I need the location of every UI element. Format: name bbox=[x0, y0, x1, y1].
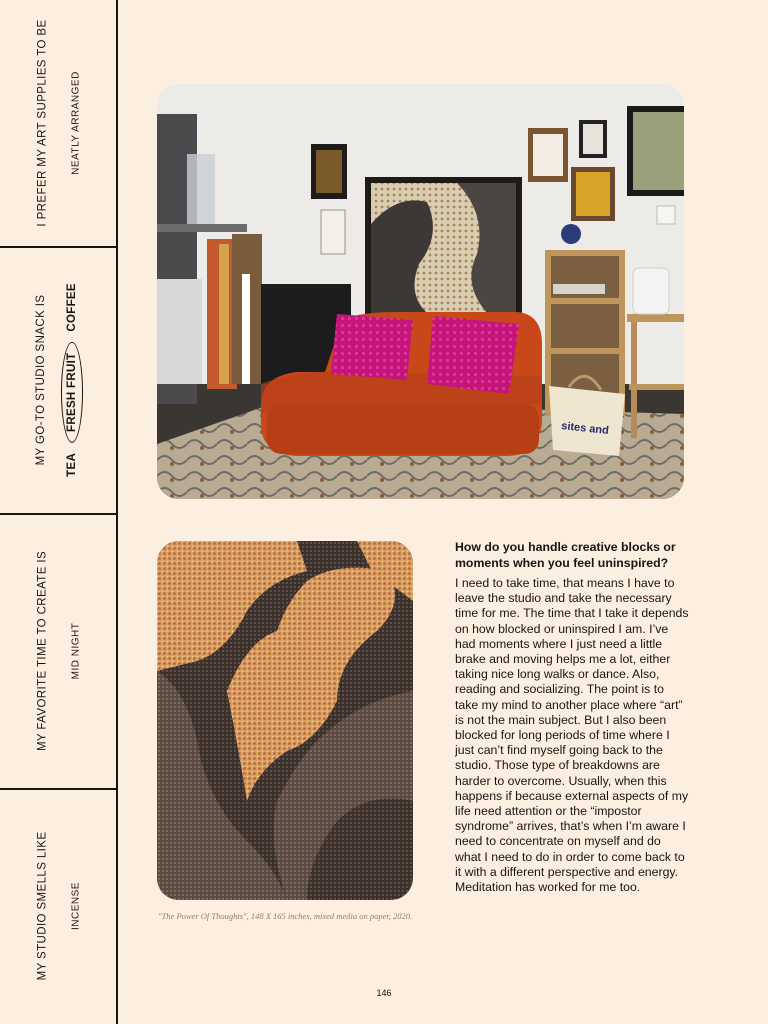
sidebar-cell-snack bbox=[0, 246, 118, 515]
smell-question: MY STUDIO SMELLS LIKE bbox=[36, 831, 49, 981]
studio-photo bbox=[157, 84, 684, 499]
smell-answer: INCENSE bbox=[70, 882, 82, 930]
supplies-question: I PREFER MY ART SUPPLIES TO BE bbox=[36, 19, 49, 227]
interview-question: How do you handle creative blocks or moments when you feel uninspired? bbox=[455, 540, 676, 570]
supplies-answer: NEATLY ARRANGED bbox=[70, 71, 82, 175]
tote-bag-text: sites and bbox=[560, 420, 610, 437]
interview-answer: I need to take time, that means I have to leave the studio and take the necessary time for me. The time that I take it depends on how blocked or uninspired I am. I’ve had moments where I just need a little brake and moving helps me a lot, either taking nice long walks or dance. Also, reading and socializing. The point is to take my mind to another place where “art” is not the main subject. But I also been blocked for long periods of time where I just can’t find myself going back to the studio. Those type of breakdowns are harder to overcome. Usually, when this happens if because external aspects of my life need attention or the “impostor syndrome” arrives, that’s when I’m aware I need to concentrate on myself and do what I need to do in order to come back to it with a different perspective and energy. Meditation has worked for me too. bbox=[455, 576, 689, 895]
page-number: 146 bbox=[376, 988, 392, 998]
snack-option-fresh-fruit-selected: FRESH FRUIT bbox=[61, 341, 83, 442]
snack-question: MY GO-TO STUDIO SNACK IS bbox=[35, 294, 47, 465]
snack-option-tea: TEA bbox=[66, 452, 78, 477]
artwork-caption: "The Power Of Thoughts", 148 X 165 inches, mixed media on paper, 2020. bbox=[158, 911, 413, 921]
snack-options bbox=[61, 283, 83, 477]
sidebar-cell-supplies bbox=[0, 0, 118, 248]
sidebar-cell-time bbox=[0, 513, 118, 790]
sidebar bbox=[0, 0, 118, 1024]
time-question: MY FAVORITE TIME TO CREATE IS bbox=[36, 550, 49, 751]
artwork-photo bbox=[157, 541, 413, 900]
time-answer: MID NIGHT bbox=[70, 622, 82, 679]
snack-option-coffee: COFFEE bbox=[66, 282, 78, 332]
